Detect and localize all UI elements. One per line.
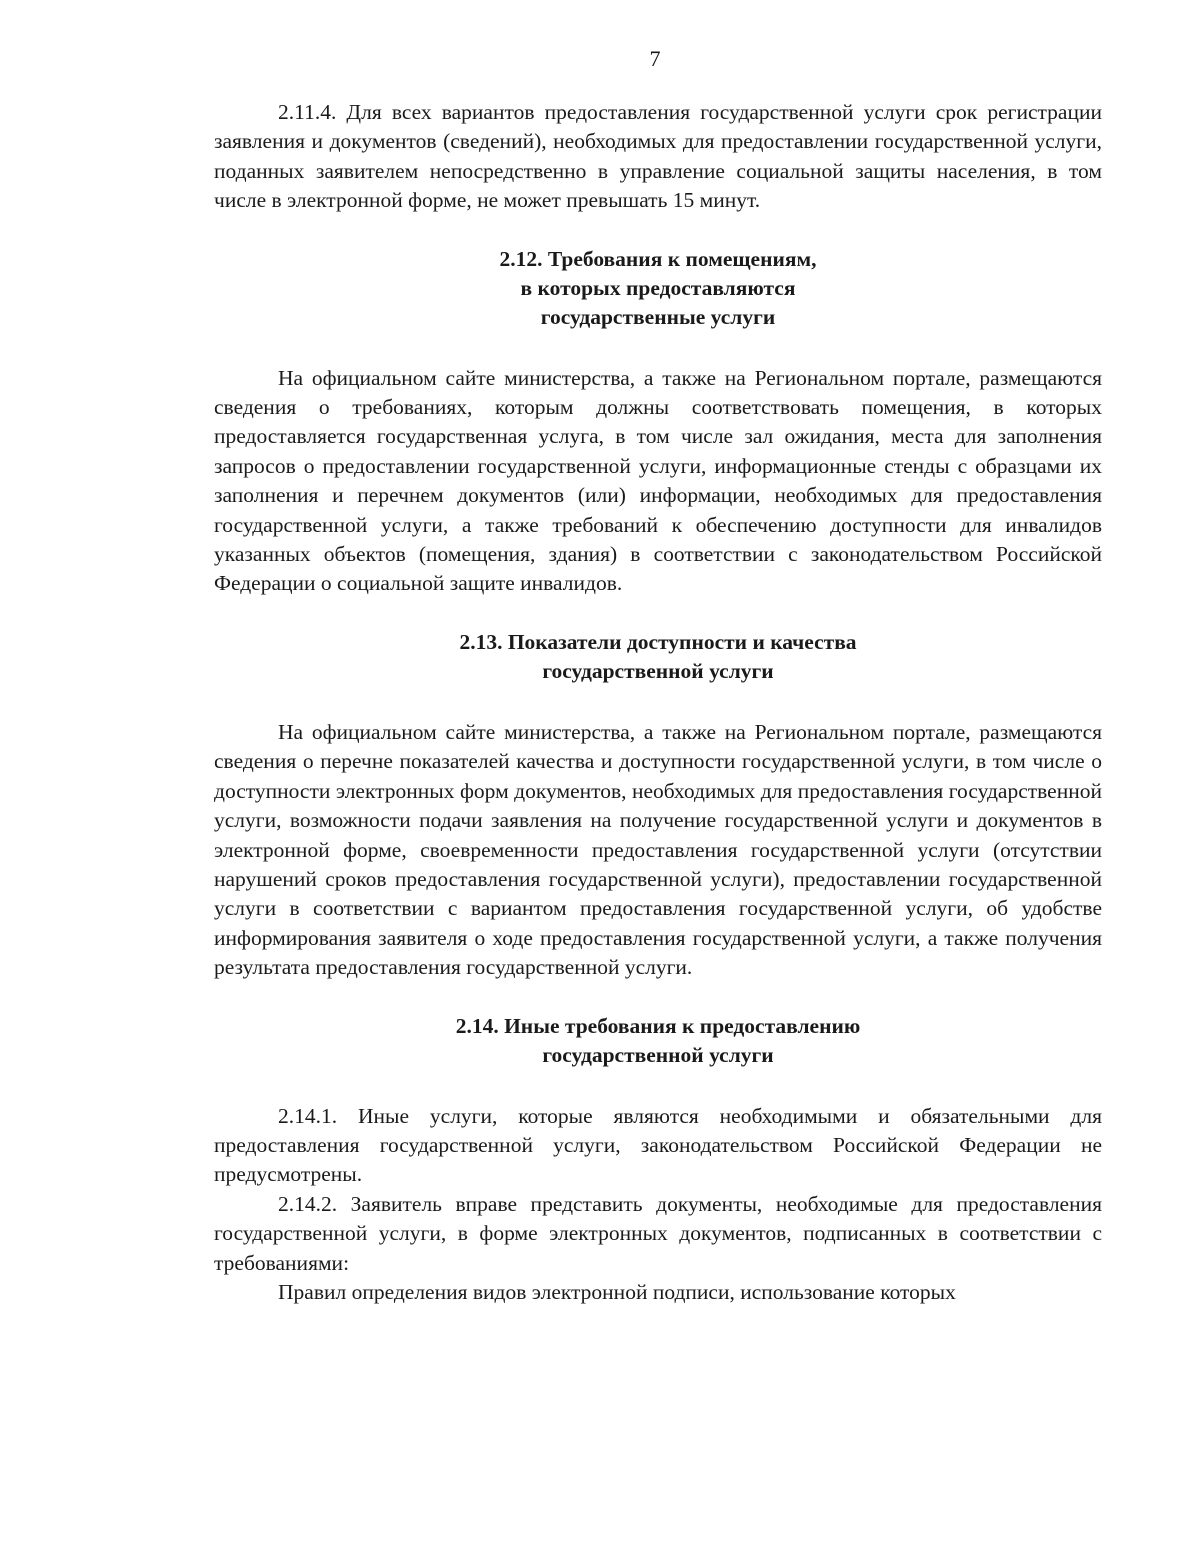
heading-2-14: [214, 1012, 1102, 1070]
heading-line: государственные услуги: [540, 304, 776, 329]
heading-2-12: [214, 245, 1102, 332]
paragraph-rules: Правил определения видов электронной подписи, использование которых: [278, 1279, 956, 1304]
heading-line: 2.13. Показатели доступности и качества: [459, 629, 857, 654]
paragraph-2-14-2: 2.14.2. Заявитель вправе представить документы, необходимые для предоставления государственной услуги, в форме электронных документов, подписанных в соответствии с требованиями:: [214, 1191, 1102, 1275]
paragraph-2-12-body: На официальном сайте министерства, а также на Региональном портале, размещаются сведения о требованиях, которым должны соответствовать помещения, в которых предоставляется государственная услуга, в том числе зал ожидания, места для заполнения запросов о предоставлении государственной услуги, информационные стенды с образцами их заполнения и перечнем документов (или) информации, необходимых для предоставления государственной услуги, а также требований к обеспечению доступности для инвалидов указанных объектов (помещения, здания) в соответствии с законодательством Российской Федерации о социальной защите инвалидов.: [214, 365, 1102, 596]
heading-line: 2.12. Требования к помещениям,: [499, 246, 817, 271]
heading-2-13: [214, 628, 1102, 686]
heading-line: государственной услуги: [542, 658, 774, 683]
paragraph-2-13-body: На официальном сайте министерства, а также на Региональном портале, размещаются сведения о перечне показателей качества и доступности государственной услуги, в том числе о доступности электронных форм документов, необходимых для предоставления государственной услуги, возможности подачи заявления на получение государственной услуги и документов в электронной форме, своевременности предоставления государственной услуги (отсутствии нарушений сроков предоставления государственной услуги), предоставлении государственной услуги в соответствии с вариантом предоставления государственной услуги, об удобстве информирования заявителя о ходе предоставления государственной услуги, а также получения результата предоставления государственной услуги.: [214, 719, 1102, 980]
page-number: 7: [649, 46, 661, 71]
heading-line: 2.14. Иные требования к предоставлению: [455, 1013, 861, 1038]
heading-line: в которых предоставляются: [520, 275, 796, 300]
paragraph-2-11-4: 2.11.4. Для всех вариантов предоставления государственной услуги срок регистрации заявления и документов (сведений), необходимых для предоставлении государственной услуги, поданных заявителем непосредственно в управление социальной защиты населения, в том числе в электронной форме, не может превышать 15 минут.: [214, 100, 1102, 213]
document-body: [214, 98, 1102, 1307]
paragraph-2-14-1: 2.14.1. Иные услуги, которые являются необходимыми и обязательными для предоставления государственной услуги, законодательством Российской Федерации не предусмотрены.: [214, 1103, 1102, 1187]
heading-line: государственной услуги: [542, 1042, 774, 1067]
